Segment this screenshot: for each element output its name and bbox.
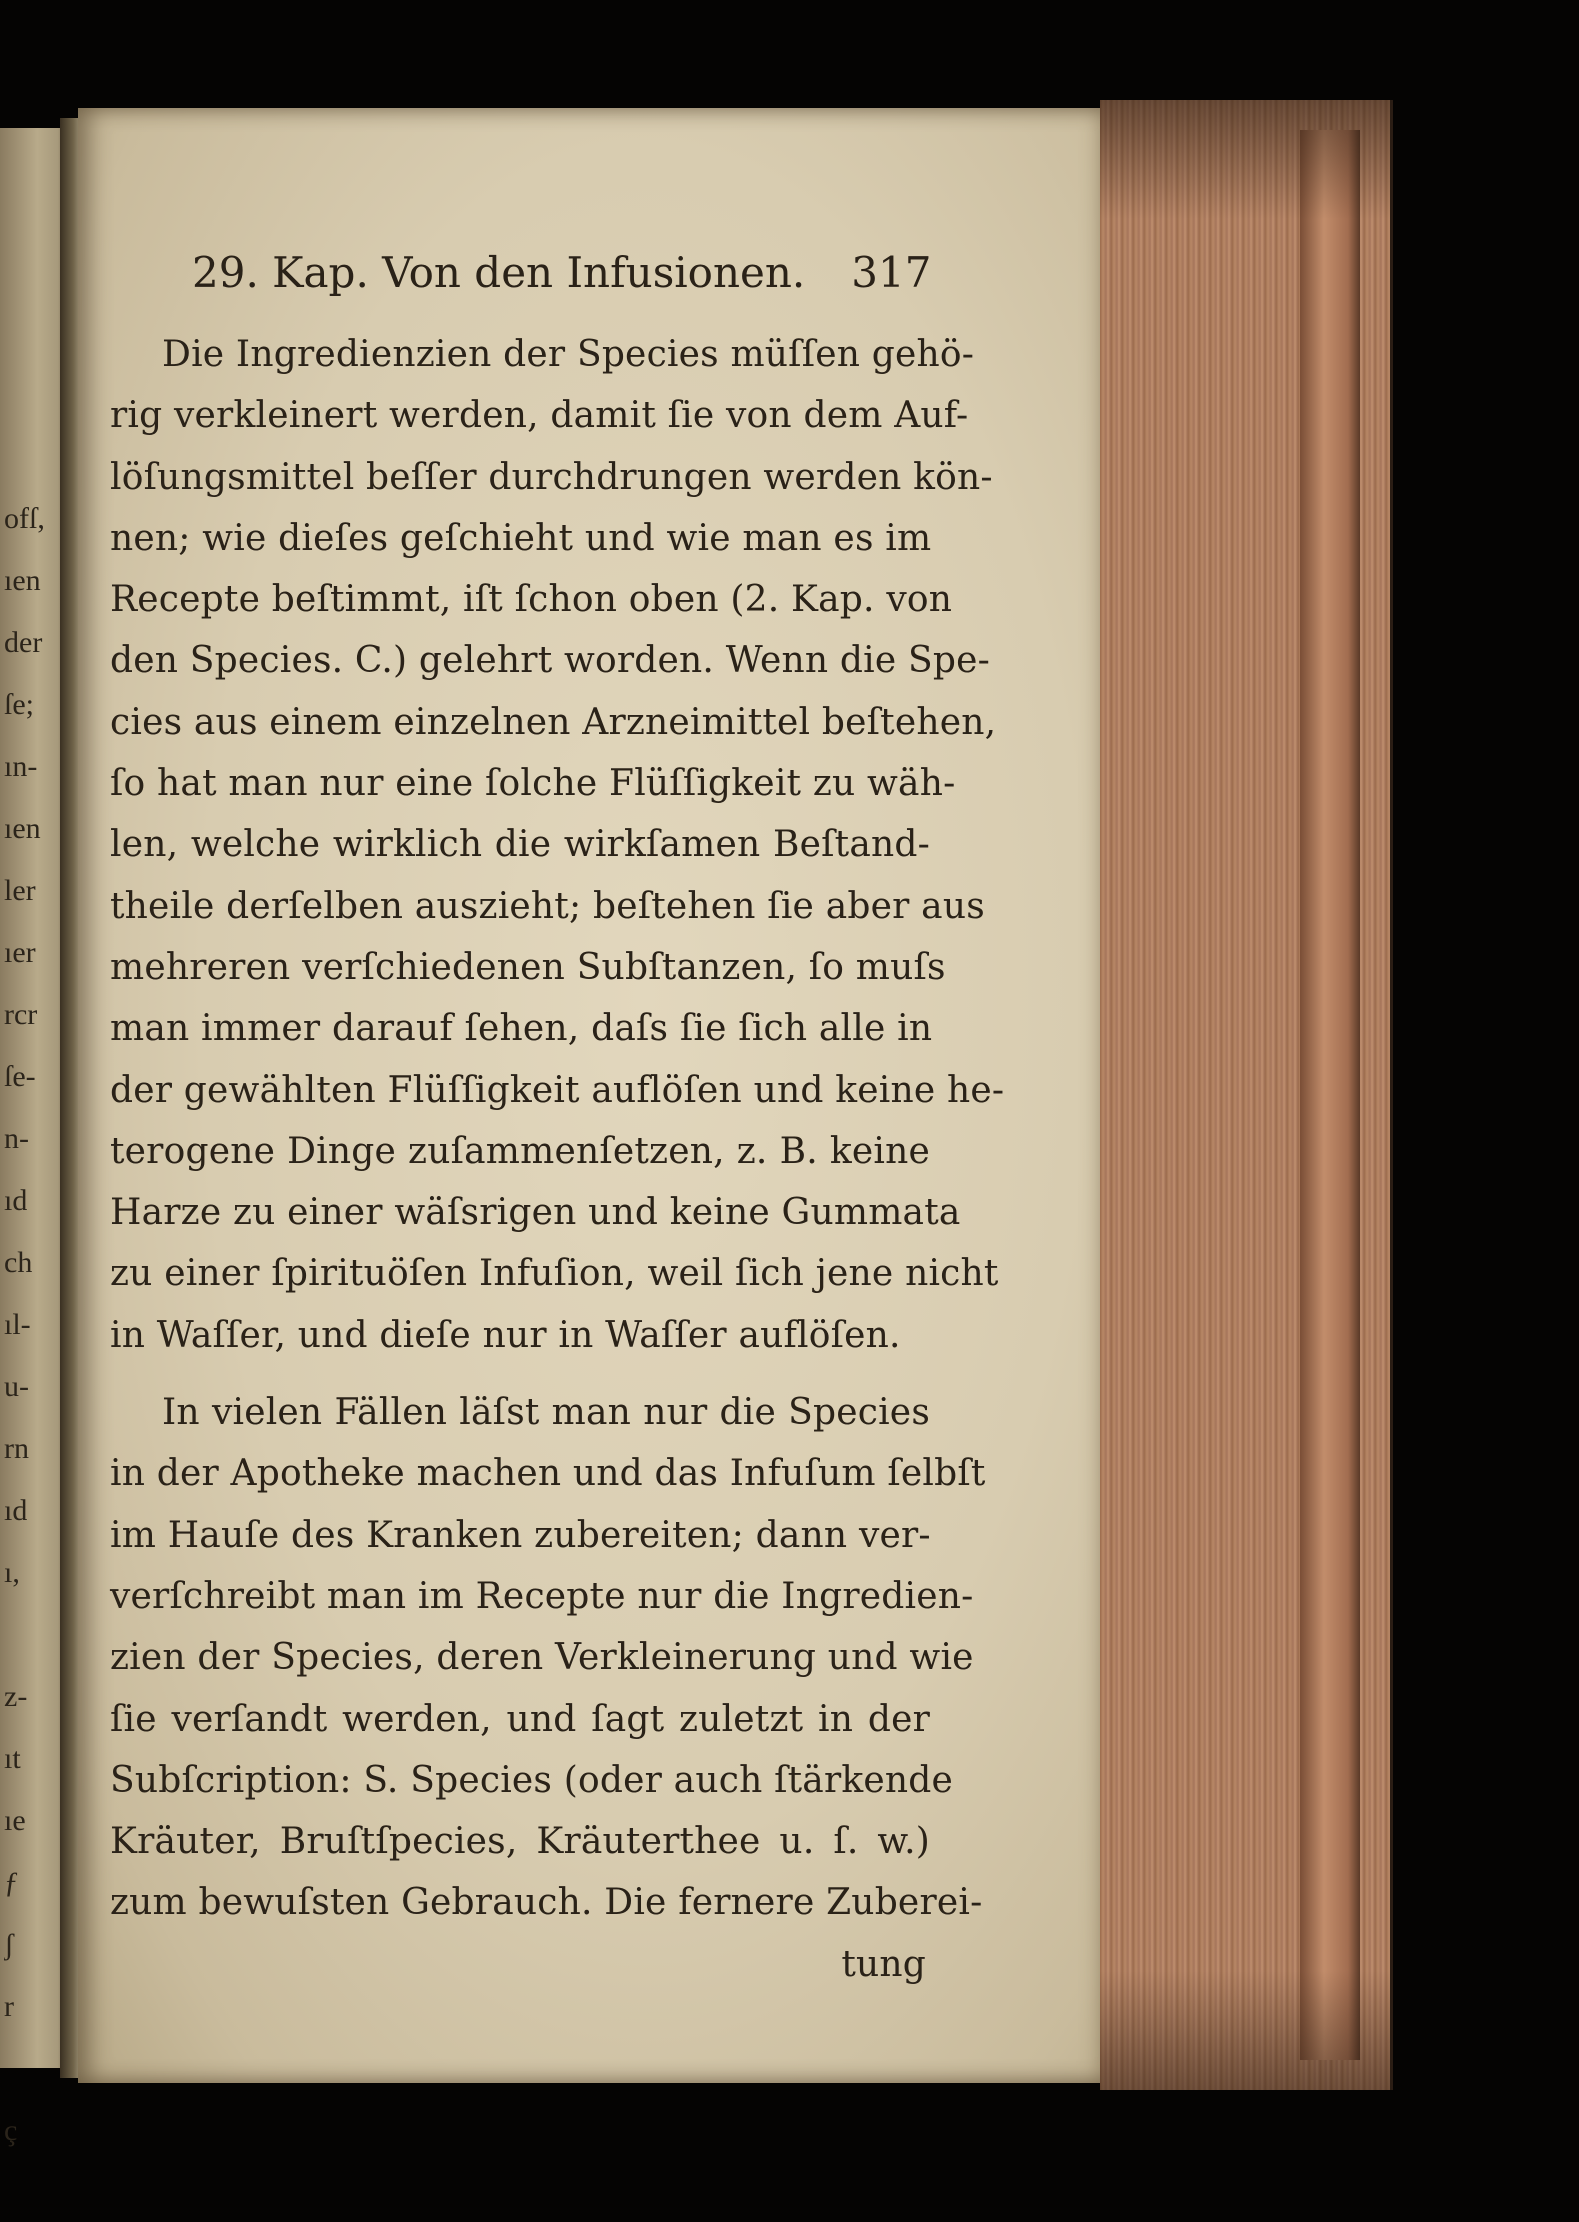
text-line: In vielen Fällen läſst man nur die Species [162,1392,930,1434]
left-page-fragment: ıd [4,1184,28,1217]
left-page-edge [0,128,68,2147]
left-page-fragment: r [4,1990,14,2023]
left-page-fragment: n- [4,1122,29,1155]
left-page-fragment: ler [4,874,36,907]
catchword: tung [841,1943,926,1985]
text-line: löſungsmittel beſſer durchdrungen werden kön- [110,456,993,498]
text-line: Die Ingredienzien der Species müſſen gehö- [162,334,975,375]
text-line: im Hauſe des Kranken zubereiten; dann ver- [110,1514,931,1556]
text-line: Subſcription: S. Species (oder auch ſtärkende [110,1759,954,1801]
left-page-fragment: ıer [4,936,36,969]
page-edges-shade [1100,100,1390,2090]
text-line: Harze zu einer wäſsrigen und keine Gummata [110,1192,961,1234]
text-line: in Waſſer, und dieſe nur in Waſſer auflöſen. [110,1314,901,1356]
text-line: theile derſelben auszieht; beſtehen ſie aber aus [110,885,985,927]
text-line: den Species. C.) gelehrt worden. Wenn die Spe- [110,640,990,682]
text-line: nen; wie dieſes geſchieht und wie man es im [110,517,932,559]
left-page-fragment: ıl- [4,1308,31,1341]
page-text [110,248,1005,1995]
text-line: in der Apotheke machen und das Infuſum ſelbſt [110,1453,986,1495]
left-page-fragment: ch [4,1246,33,1279]
left-page-fragment: ofſ, [4,502,45,535]
left-page-fragment: ıen [4,564,41,597]
left-page-text-fragments [4,488,64,2162]
left-page-fragment: ſe- [4,1060,36,1093]
text-line: man immer darauf ſehen, daſs ſie ſich alle in [110,1008,933,1050]
text-line: len, welche wirklich die wirkſamen Beſtand- [110,824,930,866]
left-page-fragment: ʃ [4,1928,14,1961]
left-page-fragment: u- [4,1370,29,1403]
left-page-fragment: ıen [4,812,41,845]
left-page-fragment: ı, [4,1556,20,1589]
text-line: der gewählten Flüſſigkeit auflöſen und keine he- [110,1069,1005,1111]
text-line: zien der Species, deren Verkleinerung und wie [110,1637,974,1679]
text-line: rig verkleinert werden, damit ſie von dem Auf- [110,395,969,437]
paragraph-1 [110,324,1005,1366]
chapter-title: 29. Kap. Von den Infusionen. [192,248,806,297]
left-page-fragment: ƒ [4,1866,19,1899]
left-page-fragment: ıt [4,1742,21,1775]
left-page-fragment: rcr [4,998,38,1031]
text-line: ſie verſandt werden, und ſagt zuletzt in der [110,1698,930,1740]
text-line: terogene Dinge zuſammenſetzen, z. B. keine [110,1130,930,1172]
running-head [192,248,930,302]
left-page-fragment [4,2038,64,2100]
text-line: cies aus einem einzelnen Arzneimittel beſtehen, [110,701,997,743]
left-page-fragment: ıe [4,1804,26,1837]
text-line: Recepte beſtimmt, iſt ſchon oben (2. Kap. von [110,579,953,621]
left-page-fragment: ç [4,2114,18,2147]
page-number: 317 [851,248,932,297]
left-page-fragment: z- [4,1680,28,1713]
text-line: Kräuter, Bruſtſpecies, Kräuterthee u. ſ. w.) [110,1821,930,1863]
left-page-fragment [4,1604,64,1666]
text-line: mehreren verſchiedenen Subſtanzen, ſo muſs [110,946,946,988]
left-page-fragment: der [4,626,43,659]
text-line: zu einer ſpirituöſen Infuſion, weil ſich jene nicht [110,1253,999,1295]
left-page-fragment: ın- [4,750,38,783]
left-page-fragment: rn [4,1432,29,1465]
paragraph-2 [110,1382,986,1934]
left-page-fragment: ıd [4,1494,28,1527]
text-line: ſo hat man nur eine ſolche Flüſſigkeit zu wäh- [110,763,956,805]
text-line: verſchreibt man im Recepte nur die Ingredien- [110,1575,974,1617]
text-line: zum bewuſsten Gebrauch. Die fernere Zuberei- [110,1882,983,1924]
left-page-fragment: ſe; [4,688,34,721]
